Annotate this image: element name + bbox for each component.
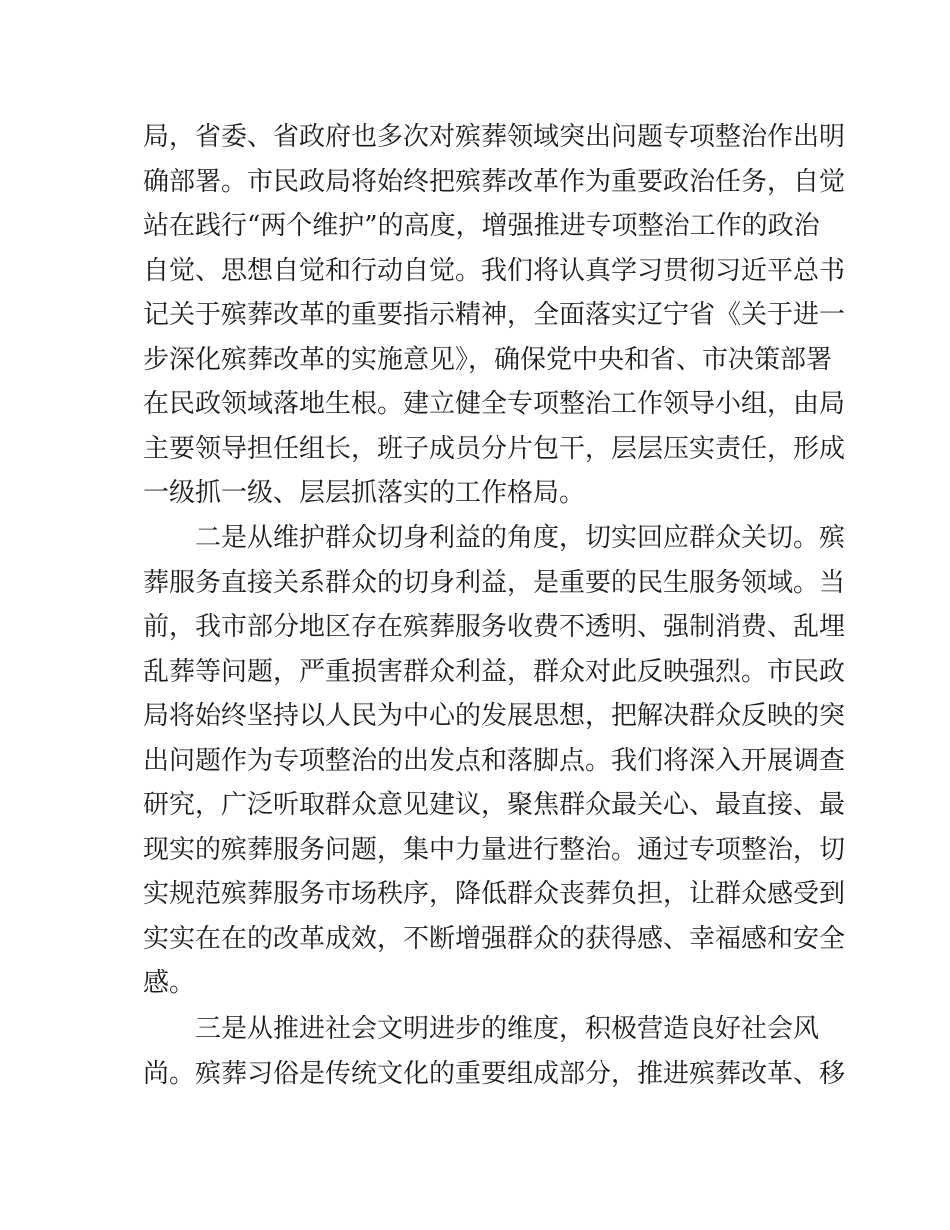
text-line: 实规范殡葬服务市场秩序，降低群众丧葬负担，让群众感受到	[143, 879, 846, 909]
text-line: 感。	[143, 968, 196, 998]
text-line: 实实在在的改革成效，不断增强群众的获得感、幸福感和安全	[143, 923, 846, 954]
text-line: 记关于殡葬改革的重要指示精神，全面落实辽宁省《关于进一	[143, 300, 846, 330]
text-line: 步深化殡葬改革的实施意见》，确保党中央和省、市决策部署	[143, 344, 833, 375]
paragraph-3	[143, 1007, 846, 1096]
text-line: 二是从维护群众切身利益的角度，切实回应群众关切。殡	[195, 523, 846, 553]
text-line: 乱葬等问题，严重损害群众利益，群众对此反映强烈。市民政	[143, 656, 846, 687]
text-line: 尚。殡葬习俗是传统文化的重要组成部分，推进殡葬改革、移	[143, 1058, 846, 1089]
text-line: 主要领导担任组长，班子成员分片包干，层层压实责任，形成	[143, 433, 846, 464]
text-line: 局，省委、省政府也多次对殡葬领域突出问题专项整治作出明	[143, 122, 846, 152]
text-line: 在民政领域落地生根。建立健全专项整治工作领导小组，由局	[143, 389, 846, 419]
text-line: 研究，广泛听取群众意见建议，聚焦群众最关心、最直接、最	[143, 790, 846, 820]
text-line: 局将始终坚持以人民为中心的发展思想，把解决群众反映的突	[143, 701, 846, 731]
text-line: 葬服务直接关系群众的切身利益，是重要的民生服务领域。当	[143, 567, 846, 598]
text-line: 确部署。市民政局将始终把殡葬改革作为重要政治任务，自觉	[143, 166, 846, 197]
text-line: 三是从推进社会文明进步的维度，积极营造良好社会风	[195, 1014, 820, 1044]
text-line: 自觉、思想自觉和行动自觉。我们将认真学习贯彻习近平总书	[143, 255, 846, 286]
paragraph-2	[143, 516, 846, 1006]
text-line: 现实的殡葬服务问题，集中力量进行整治。通过专项整治，切	[143, 834, 846, 865]
text-line: 站在践行“两个维护”的高度，增强推进专项整治工作的政治	[143, 211, 820, 241]
text-line: 前，我市部分地区存在殡葬服务收费不透明、强制消费、乱埋	[143, 612, 846, 642]
paragraph-1	[143, 115, 846, 516]
text-line: 出问题作为专项整治的出发点和落脚点。我们将深入开展调查	[143, 745, 846, 776]
text-line: 一级抓一级、层层抓落实的工作格局。	[143, 478, 586, 508]
